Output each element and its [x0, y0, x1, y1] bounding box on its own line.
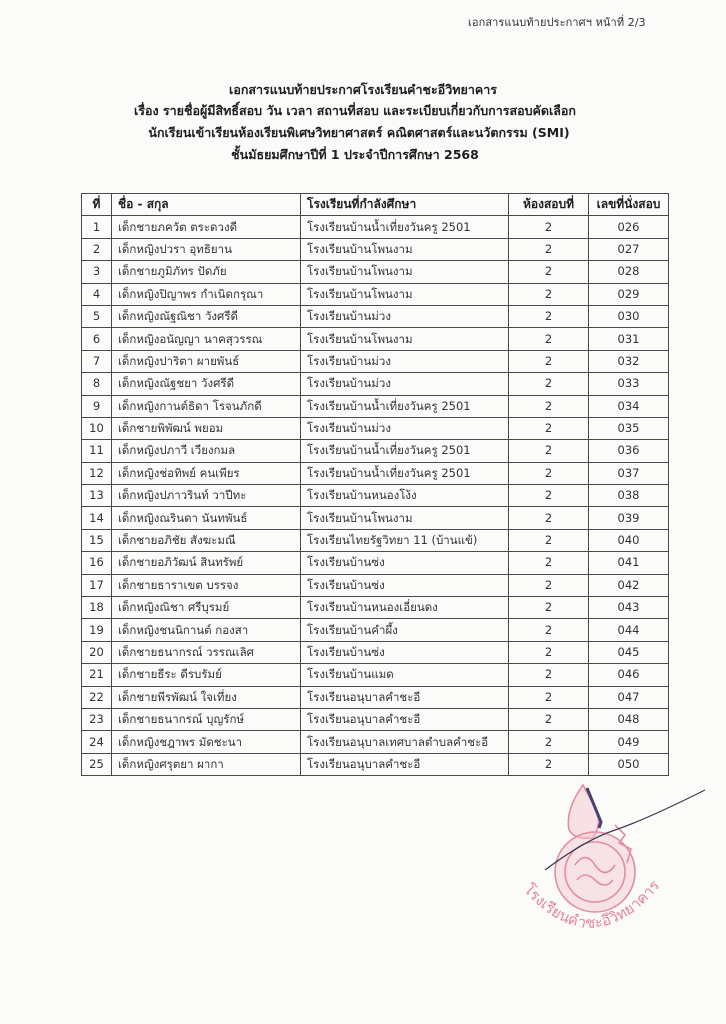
school-name: โรงเรียนไทยรัฐวิทยา 11 (บ้านแข้) [301, 529, 509, 551]
page-reference: เอกสารแนบท้ายประกาศฯ หน้าที่ 2/3 [468, 16, 646, 29]
seat-number: 048 [589, 708, 669, 730]
table-row [82, 708, 669, 730]
row-number: 22 [82, 686, 112, 708]
school-name: โรงเรียนบ้านม่วง [301, 305, 509, 327]
seat-number: 030 [589, 305, 669, 327]
table-row [82, 373, 669, 395]
exam-room: 2 [509, 216, 589, 238]
row-number: 23 [82, 708, 112, 730]
seat-number: 034 [589, 395, 669, 417]
school-name: โรงเรียนบ้านน้ำเที่ยงวันครู 2501 [301, 440, 509, 462]
row-number: 18 [82, 597, 112, 619]
heading-line-3: นักเรียนเข้าเรียนห้องเรียนพิเศษวิทยาศาสตร์ คณิตศาสตร์และนวัตกรรม (SMI) [148, 125, 570, 140]
seat-number: 035 [589, 417, 669, 439]
seat-number: 027 [589, 238, 669, 260]
student-name: เด็กชายธาราเขต บรรจง [112, 574, 301, 596]
table-row [82, 529, 669, 551]
student-name: เด็กหญิงณัฐณิชา วังศรีดี [112, 305, 301, 327]
row-number: 20 [82, 641, 112, 663]
exam-room: 2 [509, 552, 589, 574]
table-row [82, 753, 669, 775]
table-row [82, 731, 669, 753]
row-number: 17 [82, 574, 112, 596]
student-name: เด็กหญิงศรุตยา ผากา [112, 753, 301, 775]
exam-room: 2 [509, 261, 589, 283]
school-name: โรงเรียนบ้านน้ำเที่ยงวันครู 2501 [301, 216, 509, 238]
school-name: โรงเรียนอนุบาลคำชะอี [301, 753, 509, 775]
heading-line-1: เอกสารแนบท้ายประกาศโรงเรียนคำชะอีวิทยาคาร [229, 82, 497, 97]
header-seat: เลขที่นั่งสอบ [589, 194, 669, 216]
header-no: ที่ [82, 194, 112, 216]
student-name: เด็กหญิงปภาวรินท์ วาปีทะ [112, 485, 301, 507]
school-name: โรงเรียนบ้านโพนงาม [301, 328, 509, 350]
school-name: โรงเรียนบ้านซ่ง [301, 641, 509, 663]
exam-room: 2 [509, 597, 589, 619]
row-number: 11 [82, 440, 112, 462]
row-number: 7 [82, 350, 112, 372]
school-name: โรงเรียนบ้านโพนงาม [301, 261, 509, 283]
table-row [82, 238, 669, 260]
exam-room: 2 [509, 731, 589, 753]
heading-line-4: ชั้นมัธยมศึกษาปีที่ 1 ประจำปีการศึกษา 2568 [231, 147, 479, 162]
seal-text: โรงเรียนคำชะอีวิทยาคาร [520, 876, 664, 932]
seat-number: 039 [589, 507, 669, 529]
school-name: โรงเรียนบ้านโพนงาม [301, 283, 509, 305]
seat-number: 042 [589, 574, 669, 596]
row-number: 3 [82, 261, 112, 283]
table-row [82, 305, 669, 327]
seat-number: 047 [589, 686, 669, 708]
exam-room: 2 [509, 686, 589, 708]
seat-number: 037 [589, 462, 669, 484]
student-name: เด็กหญิงปาริตา ผายพันธ์ [112, 350, 301, 372]
student-name: เด็กหญิงปวรา อุทธิยาน [112, 238, 301, 260]
exam-room: 2 [509, 328, 589, 350]
row-number: 5 [82, 305, 112, 327]
row-number: 14 [82, 507, 112, 529]
table-row [82, 686, 669, 708]
seat-number: 041 [589, 552, 669, 574]
exam-room: 2 [509, 462, 589, 484]
school-name: โรงเรียนบ้านม่วง [301, 350, 509, 372]
exam-room: 2 [509, 574, 589, 596]
student-name: เด็กหญิงอนัญญา นาคสุวรรณ [112, 328, 301, 350]
row-number: 10 [82, 417, 112, 439]
seat-number: 038 [589, 485, 669, 507]
student-name: เด็กหญิงกานต์ธิดา โรจนภักดี [112, 395, 301, 417]
seat-number: 044 [589, 619, 669, 641]
exam-room: 2 [509, 619, 589, 641]
school-name: โรงเรียนบ้านคำผึ้ง [301, 619, 509, 641]
student-name: เด็กหญิงช่อทิพย์ คนเพียร [112, 462, 301, 484]
student-name: เด็กหญิงปิญาพร กำเนิดกรุณา [112, 283, 301, 305]
row-number: 12 [82, 462, 112, 484]
table-row [82, 328, 669, 350]
student-name: เด็กชายธนากรณ์ บุญรักษ์ [112, 708, 301, 730]
seat-number: 043 [589, 597, 669, 619]
table-row [82, 283, 669, 305]
school-name: โรงเรียนบ้านซ่ง [301, 552, 509, 574]
row-number: 21 [82, 664, 112, 686]
exam-room: 2 [509, 305, 589, 327]
exam-room: 2 [509, 708, 589, 730]
table-row [82, 485, 669, 507]
exam-room: 2 [509, 753, 589, 775]
table-row [82, 574, 669, 596]
school-name: โรงเรียนบ้านหนองโง้ง [301, 485, 509, 507]
header-school: โรงเรียนที่กำลังศึกษา [301, 194, 509, 216]
student-name: เด็กหญิงชนนิกานต์ กองสา [112, 619, 301, 641]
school-name: โรงเรียนบ้านหนองเอี่ยนดง [301, 597, 509, 619]
header-room: ห้องสอบที่ [509, 194, 589, 216]
exam-room: 2 [509, 238, 589, 260]
school-name: โรงเรียนบ้านโพนงาม [301, 238, 509, 260]
row-number: 2 [82, 238, 112, 260]
student-name: เด็กชายภูมิภัทร ปัดภัย [112, 261, 301, 283]
exam-room: 2 [509, 373, 589, 395]
school-name: โรงเรียนบ้านน้ำเที่ยงวันครู 2501 [301, 462, 509, 484]
table-row [82, 597, 669, 619]
student-name: เด็กหญิงณิชา ศรีบุรมย์ [112, 597, 301, 619]
seat-number: 029 [589, 283, 669, 305]
seat-number: 045 [589, 641, 669, 663]
exam-room: 2 [509, 641, 589, 663]
row-number: 1 [82, 216, 112, 238]
exam-room: 2 [509, 664, 589, 686]
student-name: เด็กชายธนากรณ์ วรรณเลิศ [112, 641, 301, 663]
exam-room: 2 [509, 350, 589, 372]
candidate-table [81, 193, 669, 776]
exam-room: 2 [509, 395, 589, 417]
seat-number: 046 [589, 664, 669, 686]
student-name: เด็กหญิงณรินดา นันทพันธ์ [112, 507, 301, 529]
school-name: โรงเรียนบ้านโพนงาม [301, 507, 509, 529]
student-name: เด็กหญิงชฎาพร มัดชะนา [112, 731, 301, 753]
school-name: โรงเรียนอนุบาลคำชะอี [301, 686, 509, 708]
seat-number: 028 [589, 261, 669, 283]
seat-number: 032 [589, 350, 669, 372]
exam-room: 2 [509, 283, 589, 305]
table-header-row [82, 194, 669, 216]
school-seal-stamp [505, 780, 705, 970]
student-name: เด็กหญิงปภาวี เวียงกมล [112, 440, 301, 462]
exam-room: 2 [509, 440, 589, 462]
row-number: 9 [82, 395, 112, 417]
row-number: 19 [82, 619, 112, 641]
exam-room: 2 [509, 417, 589, 439]
row-number: 8 [82, 373, 112, 395]
exam-room: 2 [509, 507, 589, 529]
school-name: โรงเรียนบ้านม่วง [301, 373, 509, 395]
table-body [82, 216, 669, 776]
heading-line-2: เรื่อง รายชื่อผู้มีสิทธิ์สอบ วัน เวลา สถานที่สอบ และระเบียบเกี่ยวกับการสอบคัดเลือก [133, 103, 577, 118]
student-name: เด็กชายพิพัฒน์ พยอม [112, 417, 301, 439]
table-row [82, 417, 669, 439]
row-number: 15 [82, 529, 112, 551]
school-name: โรงเรียนอนุบาลเทศบาลตำบลคำชะอี [301, 731, 509, 753]
exam-room: 2 [509, 529, 589, 551]
student-name: เด็กหญิงณัฐชยา วังศรีดี [112, 373, 301, 395]
table-row [82, 462, 669, 484]
seat-number: 026 [589, 216, 669, 238]
exam-room: 2 [509, 485, 589, 507]
table-row [82, 507, 669, 529]
header-name: ชื่อ - สกุล [112, 194, 301, 216]
seat-number: 040 [589, 529, 669, 551]
student-name: เด็กชายพีรพัฒน์ ใจเที่ยง [112, 686, 301, 708]
seat-number: 050 [589, 753, 669, 775]
table-row [82, 395, 669, 417]
table-row [82, 216, 669, 238]
row-number: 6 [82, 328, 112, 350]
school-name: โรงเรียนบ้านซ่ง [301, 574, 509, 596]
row-number: 25 [82, 753, 112, 775]
student-name: เด็กชายภควัต ตระดวงดี [112, 216, 301, 238]
table-row [82, 440, 669, 462]
seat-number: 033 [589, 373, 669, 395]
table-row [82, 261, 669, 283]
seat-number: 031 [589, 328, 669, 350]
table-row [82, 664, 669, 686]
table-row [82, 619, 669, 641]
seat-number: 036 [589, 440, 669, 462]
row-number: 4 [82, 283, 112, 305]
school-name: โรงเรียนบ้านแมด [301, 664, 509, 686]
row-number: 16 [82, 552, 112, 574]
seat-number: 049 [589, 731, 669, 753]
table-row [82, 350, 669, 372]
table-row [82, 641, 669, 663]
school-name: โรงเรียนบ้านน้ำเที่ยงวันครู 2501 [301, 395, 509, 417]
student-name: เด็กชายอภิชัย สังฆะมณี [112, 529, 301, 551]
student-name: เด็กชายอภิวัฒน์ สินทรัพย์ [112, 552, 301, 574]
table-row [82, 552, 669, 574]
row-number: 13 [82, 485, 112, 507]
school-name: โรงเรียนบ้านม่วง [301, 417, 509, 439]
school-name: โรงเรียนอนุบาลคำชะอี [301, 708, 509, 730]
row-number: 24 [82, 731, 112, 753]
student-name: เด็กชายธีระ ดีรบรัมย์ [112, 664, 301, 686]
